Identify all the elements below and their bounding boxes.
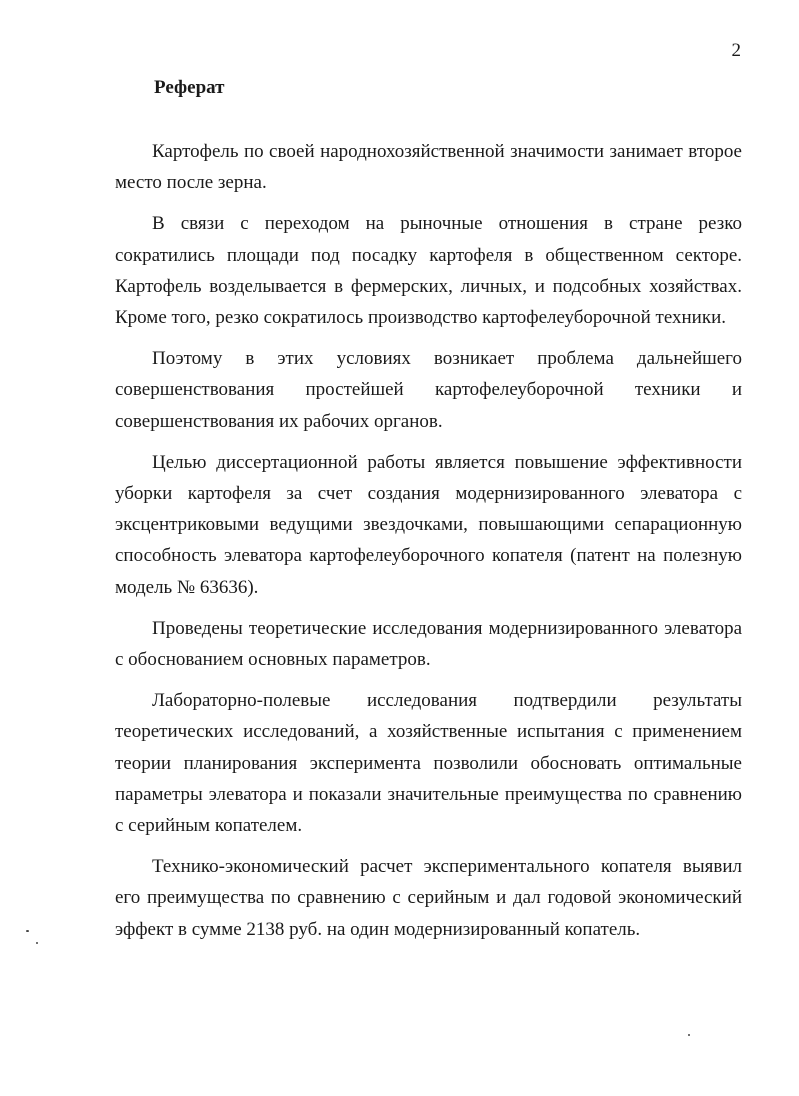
abstract-body	[115, 136, 742, 955]
paragraph: Картофель по своей народнохозяйственной значимости занимает второе место после зерна.	[115, 141, 742, 194]
paragraph: Целью диссертационной работы является повышение эффективности уборки картофеля за счет создания модернизированного элеватора с эксцентриковыми ведущими звездочками, повышающими сепарационную способность элеватора картофелеуборочного копателя (патент на полезную модель № 63636).	[115, 451, 742, 598]
scan-speck	[36, 942, 38, 944]
scan-speck	[688, 1034, 690, 1036]
scan-speck	[26, 930, 29, 932]
section-heading: Реферат	[154, 77, 225, 98]
paragraph: Проведены теоретические исследования модернизированного элеватора с обоснованием основных параметров.	[115, 617, 742, 671]
paragraph: Лабораторно-полевые исследования подтвердили результаты теоретических исследований, а хозяйственные испытания с применением теории планирования эксперимента позволили обосновать оптимальные параметры элеватора и показали значительные преимущества по сравнению с серийным копателем.	[115, 690, 742, 837]
paragraph: Технико-экономический расчет экспериментального копателя выявил его преимущества по сравнению с серийным и дал годовой экономический эффект в сумме 2138 руб. на один модернизированный копатель.	[115, 856, 742, 940]
paragraph: В связи с переходом на рыночные отношения в стране резко сократились площади под посадку картофеля в общественном секторе. Картофель возделывается в фермерских, личных, и подсобных хозяйствах. Кроме того, резко сократилось производство картофелеуборочной техники.	[115, 213, 742, 329]
paragraph: Поэтому в этих условиях возникает проблема дальнейшего совершенствования простейшей картофелеуборочной техники и совершенствования их рабочих органов.	[115, 348, 742, 432]
page-number: 2	[731, 40, 741, 61]
